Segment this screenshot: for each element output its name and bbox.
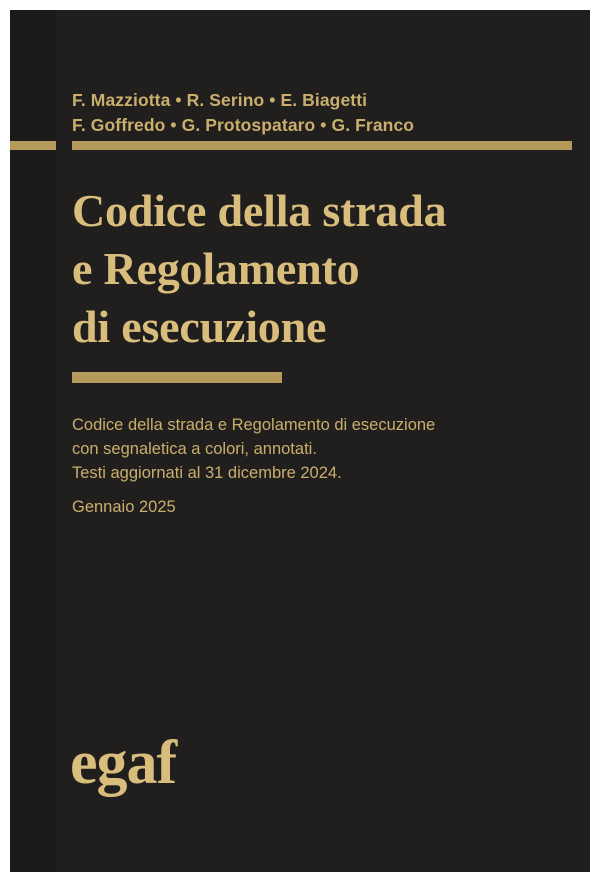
authors-block — [72, 88, 492, 139]
authors-line-1: F. Mazziotta • R. Serino • E. Biagetti — [72, 90, 368, 110]
book-spine — [10, 10, 56, 872]
title-line-1: Codice della strada — [72, 185, 447, 236]
title-top-gold-rule — [72, 141, 572, 150]
title-bottom-gold-rule — [72, 372, 282, 383]
book-front-panel — [10, 10, 590, 872]
authors-line-2: F. Goffredo • G. Protospataro • G. Franco — [72, 115, 415, 136]
subtitle-line-2: con segnaletica a colori, annotati. — [72, 439, 317, 458]
subtitle-line-1: Codice della strada e Regolamento di esecuzione — [72, 416, 436, 434]
spine-gold-rule — [10, 141, 56, 150]
title-line-2: e Regolamento — [72, 242, 360, 294]
publication-date: Gennaio 2025 — [72, 498, 176, 516]
title-line-3: di esecuzione — [72, 300, 327, 352]
book-subtitle — [72, 414, 572, 486]
publisher-logo: egaf — [70, 729, 177, 797]
cover-content — [56, 10, 590, 872]
book-title — [72, 182, 572, 356]
subtitle-line-3: Testi aggiornati al 31 dicembre 2024. — [72, 463, 342, 482]
